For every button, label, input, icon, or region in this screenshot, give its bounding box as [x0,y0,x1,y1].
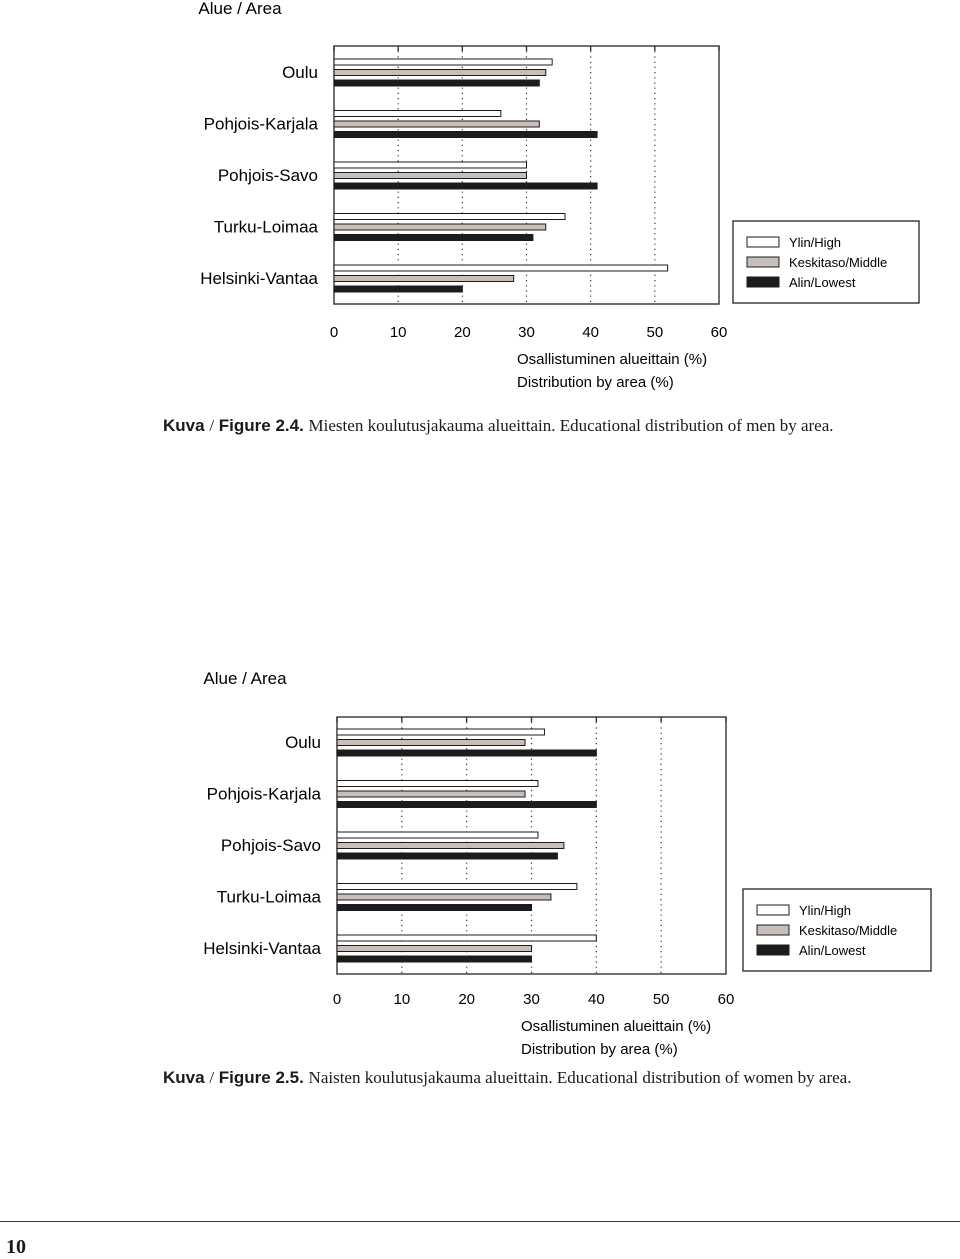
caption-label: Kuva [163,1068,205,1087]
bar-3-0 [334,214,565,220]
category-label: Pohjois-Karjala [206,784,321,804]
bar-2-2 [337,853,557,859]
x-tick-label: 10 [389,324,407,341]
bar-1-0 [334,111,501,117]
legend-swatch [747,277,779,287]
caption-text: Naisten koulutusjakauma alueittain. Educational distribution of women by area. [308,1068,852,1087]
bar-1-1 [337,791,525,797]
chart-women-by-area [0,660,960,1065]
category-label: Turku-Loimaa [213,217,318,237]
legend-label: Keskitaso/Middle [799,923,898,938]
x-tick-label: 50 [646,324,664,341]
x-tick-label: 30 [523,991,540,1008]
bar-1-1 [334,121,539,127]
category-label: Pohjois-Savo [217,166,318,185]
caption-sep: / [209,1068,215,1087]
x-tick-label: 40 [587,991,605,1008]
chart-title: Alue / Area [198,0,282,18]
x-axis-label-2: Distribution by area (%) [517,374,674,391]
bar-4-2 [334,286,462,292]
x-tick-label: 60 [717,991,735,1008]
legend-label: Ylin/High [789,235,842,250]
bar-1-2 [334,132,597,138]
bar-2-1 [337,843,564,849]
caption-sep: / [209,416,215,435]
x-tick-label: 0 [332,991,342,1008]
x-axis-label: Osallistuminen alueittain (%) [517,351,708,368]
x-axis-label: Osallistuminen alueittain (%) [521,1018,712,1035]
legend-swatch [747,257,779,267]
caption-figure-number: Figure 2.4. [218,416,304,435]
page-number: 10 [6,1236,26,1258]
bar-1-2 [337,802,596,808]
category-label: Oulu [282,63,318,82]
bar-2-0 [337,832,538,838]
x-axis-label-2: Distribution by area (%) [521,1041,678,1058]
bar-2-1 [334,173,527,179]
x-tick-label: 50 [652,991,670,1008]
x-tick-label: 0 [329,324,339,341]
bar-4-1 [334,276,514,282]
category-label: Pohjois-Savo [220,836,321,855]
bar-0-2 [334,80,539,86]
x-tick-label: 20 [458,991,476,1008]
category-label: Helsinki-Vantaa [203,939,321,958]
bar-0-0 [334,59,552,65]
category-label: Turku-Loimaa [216,887,321,907]
bar-4-1 [337,946,532,952]
legend-swatch [747,237,779,247]
bar-3-2 [337,905,532,911]
bar-1-0 [337,781,538,787]
caption-label: Kuva [163,416,205,435]
bar-0-1 [334,70,546,76]
figure-caption-2-4 [163,414,958,437]
bar-2-2 [334,183,597,189]
bar-4-0 [334,265,668,271]
bar-3-1 [337,894,551,900]
bar-0-0 [337,729,544,735]
caption-figure-number: Figure 2.5. [218,1068,304,1087]
bar-0-2 [337,750,596,756]
chart-title: Alue / Area [203,669,287,688]
category-label: Oulu [285,733,321,752]
x-tick-label: 40 [582,324,600,341]
category-label: Pohjois-Karjala [203,114,318,134]
legend-label: Alin/Lowest [789,275,856,290]
footer-rule [0,1221,960,1222]
bar-0-1 [337,740,525,746]
legend-swatch [757,945,789,955]
bar-4-2 [337,956,532,962]
x-tick-label: 60 [710,324,728,341]
bar-4-0 [337,935,596,941]
bar-3-1 [334,224,546,230]
x-tick-label: 10 [393,991,411,1008]
legend-label: Alin/Lowest [799,943,866,958]
figure-caption-2-5 [163,1066,958,1089]
legend-label: Ylin/High [799,903,852,918]
legend-label: Keskitaso/Middle [789,255,888,270]
category-label: Helsinki-Vantaa [200,269,318,288]
legend-swatch [757,905,789,915]
bar-3-0 [337,884,577,890]
caption-text: Miesten koulutusjakauma alueittain. Educational distribution of men by area. [308,416,834,435]
bar-3-2 [334,235,533,241]
bar-2-0 [334,162,527,168]
x-tick-label: 20 [453,324,471,341]
x-tick-label: 30 [518,324,535,341]
chart-men-by-area [0,0,960,400]
legend-swatch [757,925,789,935]
